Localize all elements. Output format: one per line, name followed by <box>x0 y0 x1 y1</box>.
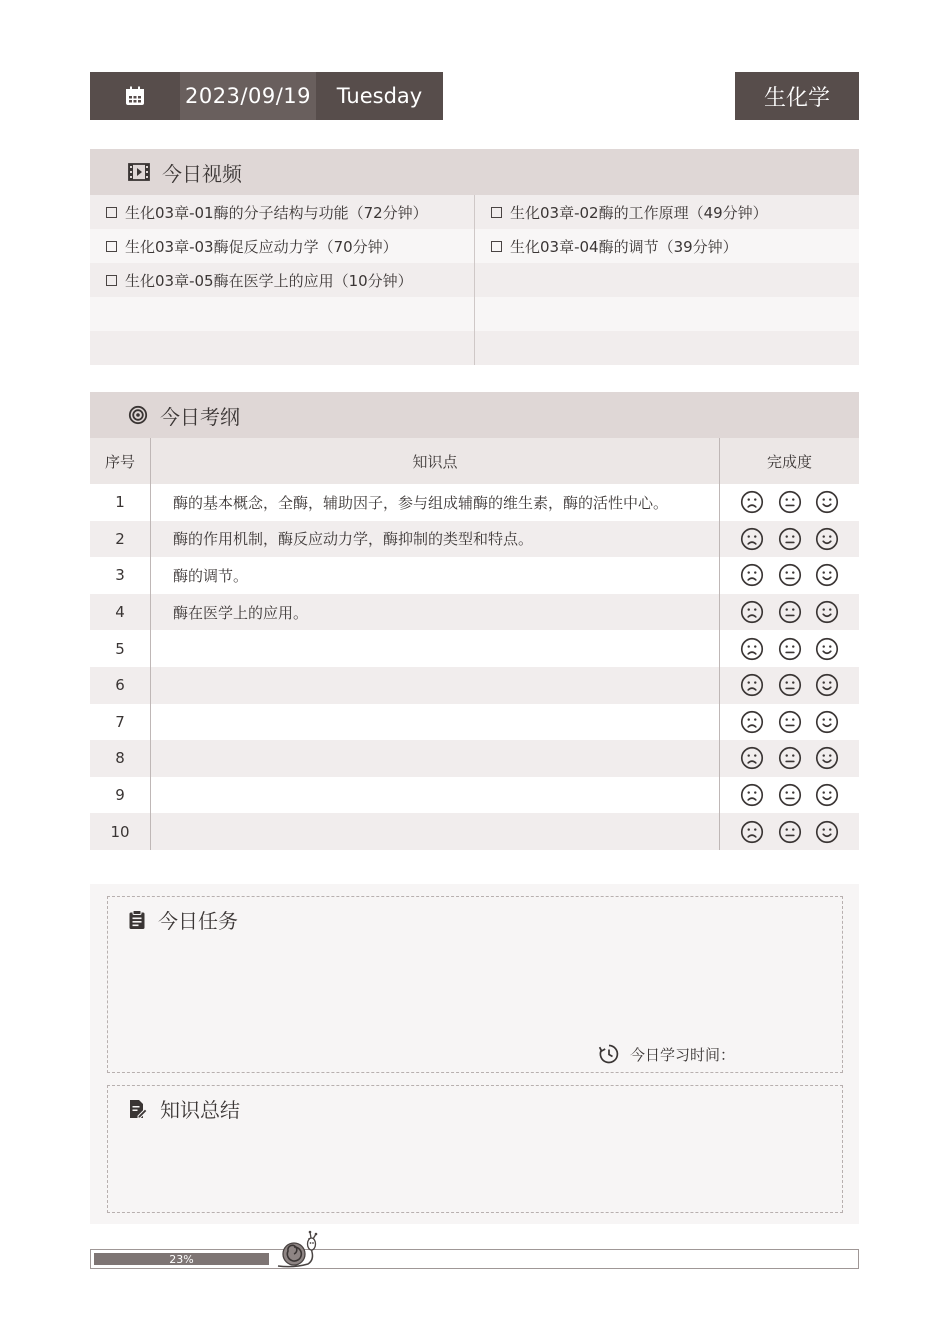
completion-faces <box>720 484 859 521</box>
video-list <box>90 195 859 365</box>
table-row <box>90 630 859 667</box>
completion-faces <box>720 630 859 667</box>
knowledge-point: 酶的调节。 <box>150 557 720 594</box>
completion-faces <box>720 777 859 814</box>
video-cell <box>474 229 858 263</box>
video-title: 生化03章-04酶的调节（39分钟） <box>510 237 738 256</box>
neutral-face-icon[interactable] <box>778 563 802 587</box>
table-row <box>90 594 859 631</box>
row-number: 6 <box>115 676 125 695</box>
target-icon <box>128 405 148 425</box>
happy-face-icon[interactable] <box>815 820 839 844</box>
completion-faces <box>720 521 859 558</box>
happy-face-icon[interactable] <box>815 710 839 734</box>
video-checkbox[interactable] <box>491 241 502 252</box>
video-cell <box>474 195 858 229</box>
tasks-area <box>90 884 859 1224</box>
syllabus-table <box>90 438 859 850</box>
neutral-face-icon[interactable] <box>778 637 802 661</box>
completion-faces <box>720 594 859 631</box>
completion-faces <box>720 557 859 594</box>
neutral-face-icon[interactable] <box>778 490 802 514</box>
knowledge-point <box>150 740 720 777</box>
happy-face-icon[interactable] <box>815 527 839 551</box>
film-icon <box>128 163 150 181</box>
neutral-face-icon[interactable] <box>778 820 802 844</box>
video-cell <box>90 263 474 297</box>
video-cell <box>90 331 474 365</box>
happy-face-icon[interactable] <box>815 637 839 661</box>
row-number: 10 <box>110 822 130 841</box>
video-cell <box>474 263 858 297</box>
video-title: 生化03章-05酶在医学上的应用（10分钟） <box>125 271 413 290</box>
calendar-icon <box>90 72 180 120</box>
table-row <box>90 813 859 850</box>
completion-faces <box>720 813 859 850</box>
snail-icon <box>274 1230 320 1274</box>
video-cell <box>90 195 474 229</box>
neutral-face-icon[interactable] <box>778 600 802 624</box>
happy-face-icon[interactable] <box>815 673 839 697</box>
row-number: 9 <box>115 786 125 805</box>
sad-face-icon[interactable] <box>740 746 764 770</box>
study-time <box>598 1043 735 1065</box>
table-row <box>90 704 859 741</box>
tasks-heading <box>128 905 238 934</box>
knowledge-point <box>150 813 720 850</box>
neutral-face-icon[interactable] <box>778 673 802 697</box>
row-number: 2 <box>115 529 125 548</box>
knowledge-point <box>150 777 720 814</box>
row-number: 8 <box>115 749 125 768</box>
completion-faces <box>720 667 859 704</box>
col-header-point: 知识点 <box>150 438 720 484</box>
col-header-no: 序号 <box>104 452 135 471</box>
video-row <box>90 297 859 331</box>
video-title: 生化03章-01酶的分子结构与功能（72分钟） <box>125 203 428 222</box>
summary-title: 知识总结 <box>160 1098 240 1122</box>
happy-face-icon[interactable] <box>815 600 839 624</box>
sad-face-icon[interactable] <box>740 490 764 514</box>
summary-box[interactable] <box>107 1085 843 1213</box>
syllabus-header <box>90 392 859 438</box>
clock-icon <box>598 1043 620 1065</box>
video-row <box>90 195 859 229</box>
happy-face-icon[interactable] <box>815 783 839 807</box>
date-bar <box>90 72 443 120</box>
progress-fill <box>94 1253 269 1265</box>
sad-face-icon[interactable] <box>740 783 764 807</box>
tasks-box[interactable] <box>107 896 843 1073</box>
table-row <box>90 740 859 777</box>
knowledge-point <box>150 704 720 741</box>
sad-face-icon[interactable] <box>740 673 764 697</box>
video-cell <box>90 229 474 263</box>
videos-header <box>90 149 859 195</box>
sad-face-icon[interactable] <box>740 637 764 661</box>
tasks-title: 今日任务 <box>158 909 238 933</box>
sad-face-icon[interactable] <box>740 563 764 587</box>
video-row <box>90 331 859 365</box>
table-body <box>90 484 859 850</box>
video-checkbox[interactable] <box>106 241 117 252</box>
video-cell <box>474 297 858 331</box>
video-title: 生化03章-03酶促反应动力学（70分钟） <box>125 237 398 256</box>
notepad-icon <box>128 910 146 930</box>
row-number: 3 <box>115 566 125 585</box>
table-row <box>90 777 859 814</box>
table-row <box>90 667 859 704</box>
video-row <box>90 229 859 263</box>
progress-bar <box>90 1249 859 1269</box>
table-row <box>90 521 859 558</box>
neutral-face-icon[interactable] <box>778 527 802 551</box>
syllabus-title: 今日考纲 <box>160 404 240 429</box>
sad-face-icon[interactable] <box>740 527 764 551</box>
neutral-face-icon[interactable] <box>778 746 802 770</box>
happy-face-icon[interactable] <box>815 563 839 587</box>
video-row <box>90 263 859 297</box>
sad-face-icon[interactable] <box>740 820 764 844</box>
happy-face-icon[interactable] <box>815 490 839 514</box>
videos-title: 今日视频 <box>162 161 242 186</box>
date-text: 2023/09/19 <box>180 72 316 120</box>
happy-face-icon[interactable] <box>815 746 839 770</box>
summary-heading <box>128 1094 240 1123</box>
progress-label: 23% <box>169 1252 194 1266</box>
row-number: 4 <box>115 603 125 622</box>
row-number: 1 <box>115 493 125 512</box>
video-cell <box>474 331 858 365</box>
completion-faces <box>720 740 859 777</box>
subject-label: 生化学 <box>735 72 859 120</box>
study-time-label: 今日学习时间： <box>630 1045 736 1064</box>
row-number: 7 <box>115 712 125 731</box>
video-checkbox[interactable] <box>106 275 117 286</box>
document-edit-icon <box>128 1099 148 1119</box>
col-header-done: 完成度 <box>766 452 812 471</box>
knowledge-point <box>150 630 720 667</box>
knowledge-point <box>150 667 720 704</box>
row-number: 5 <box>115 639 125 658</box>
weekday-text: Tuesday <box>336 84 423 108</box>
knowledge-point: 酶的基本概念，全酶，辅助因子，参与组成辅酶的维生素，酶的活性中心。 <box>150 484 720 521</box>
video-cell <box>90 297 474 331</box>
table-header <box>90 438 859 484</box>
sad-face-icon[interactable] <box>740 710 764 734</box>
video-checkbox[interactable] <box>491 207 502 218</box>
video-checkbox[interactable] <box>106 207 117 218</box>
knowledge-point: 酶的作用机制，酶反应动力学，酶抑制的类型和特点。 <box>150 521 720 558</box>
table-row <box>90 484 859 521</box>
sad-face-icon[interactable] <box>740 600 764 624</box>
neutral-face-icon[interactable] <box>778 710 802 734</box>
neutral-face-icon[interactable] <box>778 783 802 807</box>
table-row <box>90 557 859 594</box>
video-title: 生化03章-02酶的工作原理（49分钟） <box>510 203 768 222</box>
knowledge-point: 酶在医学上的应用。 <box>150 594 720 631</box>
completion-faces <box>720 704 859 741</box>
